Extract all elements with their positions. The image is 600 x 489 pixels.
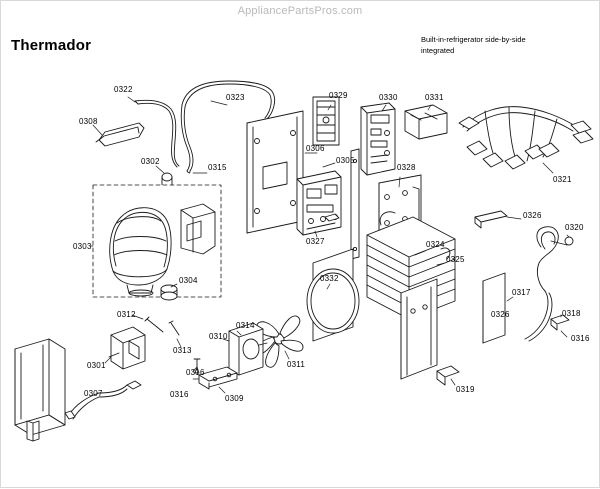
callout-0331: 0331 xyxy=(425,93,444,102)
part-0329-control-module xyxy=(313,97,339,145)
callout-0304: 0304 xyxy=(179,276,198,285)
callout-0303: 0303 xyxy=(73,242,92,251)
callout-0318-right: 0318 xyxy=(562,309,581,318)
part-0307-cabinet-panel xyxy=(15,339,65,441)
part-0321-wiring-harness xyxy=(459,107,593,169)
part-0305-mounting-panel xyxy=(247,111,303,233)
part-0317-rear-panel xyxy=(401,279,437,379)
callout-0310: 0310 xyxy=(209,332,228,341)
callout-0323: 0323 xyxy=(226,93,245,102)
part-0331-relay-box xyxy=(405,105,447,139)
callout-0329: 0329 xyxy=(329,91,348,100)
callout-0319: 0319 xyxy=(456,385,475,394)
callout-0313: 0313 xyxy=(173,346,192,355)
callout-0308: 0308 xyxy=(79,117,98,126)
part-0313-screw xyxy=(169,321,179,335)
part-0314-fan-motor xyxy=(229,323,267,375)
callout-0316-a: 0316 xyxy=(186,368,205,377)
callout-0309: 0309 xyxy=(225,394,244,403)
part-0332-fan-shroud xyxy=(307,249,359,341)
part-0319-connector xyxy=(437,366,459,385)
callout-0332: 0332 xyxy=(320,274,339,283)
part-0307-power-cord xyxy=(65,381,141,419)
callout-0306: 0306 xyxy=(306,144,325,153)
callout-0315: 0315 xyxy=(208,163,227,172)
part-0303-compressor-assembly xyxy=(93,185,221,297)
callout-0314: 0314 xyxy=(236,321,255,330)
model-description-line2: integrated xyxy=(421,46,455,55)
part-0326-strap xyxy=(351,149,359,259)
callout-0307: 0307 xyxy=(84,389,103,398)
callout-0305: 0305 xyxy=(336,156,355,165)
callout-0317: 0317 xyxy=(512,288,531,297)
callout-0327: 0327 xyxy=(306,237,325,246)
callout-0326-lower: 0326 xyxy=(491,310,510,319)
callout-0312: 0312 xyxy=(117,310,136,319)
callout-0325: 0325 xyxy=(446,255,465,264)
part-0327-pcb xyxy=(297,171,341,235)
brand-title: Thermador xyxy=(11,37,92,54)
part-0301-junction-box xyxy=(109,327,145,369)
callout-0326-right: 0326 xyxy=(523,211,542,220)
part-0317-side-panel xyxy=(483,273,505,343)
part-0312-screw xyxy=(145,317,163,332)
callout-0321: 0321 xyxy=(553,175,572,184)
callout-0302: 0302 xyxy=(141,157,160,166)
part-0326-clip xyxy=(475,211,507,228)
part-0308-drier xyxy=(96,123,144,146)
callout-0320: 0320 xyxy=(565,223,584,232)
callout-0316-b: 0316 xyxy=(170,390,189,399)
callout-0316-right: 0316 xyxy=(571,334,590,343)
callout-0301: 0301 xyxy=(87,361,106,370)
model-description-line1: Built-in-refrigerator side-by-side xyxy=(421,35,526,44)
part-0330-electronic-board xyxy=(361,103,395,175)
callout-0330: 0330 xyxy=(379,93,398,102)
part-0320-coil xyxy=(525,227,573,341)
callout-0328-top: 0328 xyxy=(397,163,416,172)
callout-0322: 0322 xyxy=(114,85,133,94)
callout-0324: 0324 xyxy=(426,240,445,249)
callout-0311: 0311 xyxy=(287,360,306,369)
watermark-text: AppliancePartsPros.com xyxy=(237,5,363,17)
